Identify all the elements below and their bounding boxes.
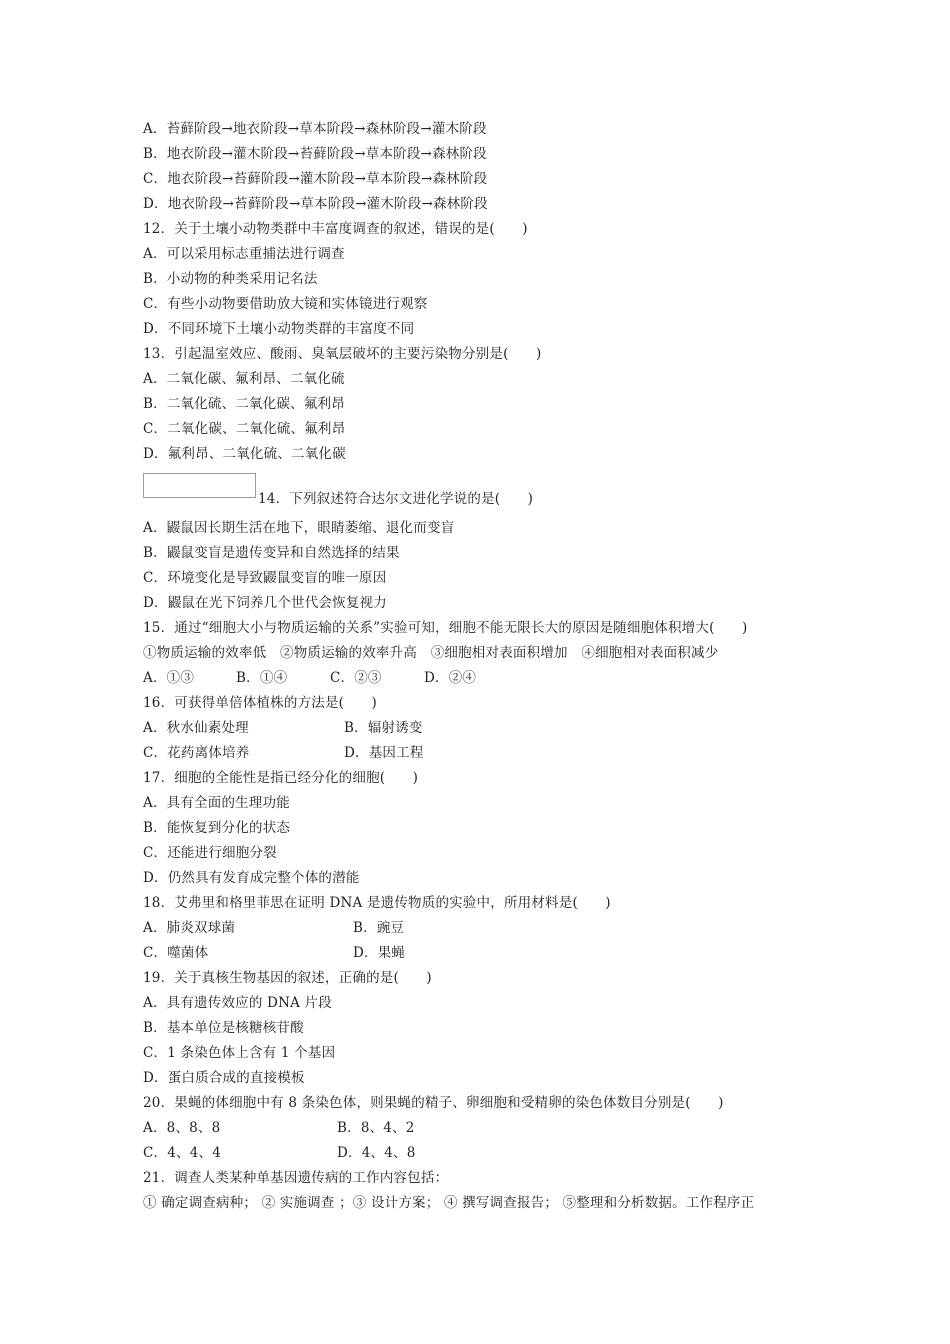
q12-option-c: C．有些小动物要借助放大镜和实体镜进行观察: [143, 296, 428, 312]
q20-option-d: D．4、4、8: [337, 1145, 416, 1161]
q12-stem: 12．关于土壤小动物类群中丰富度调查的叙述，错误的是( ): [143, 221, 528, 237]
q19-stem: 19．关于真核生物基因的叙述，正确的是( ): [143, 970, 432, 986]
q12-option-d: D．不同环境下土壤小动物类群的丰富度不同: [143, 321, 415, 337]
q12-option-a: A．可以采用标志重捕法进行调查: [143, 246, 345, 262]
q16-option-a: A．秋水仙素处理: [143, 720, 249, 736]
q20-options-row-1: [143, 1116, 543, 1141]
q18-stem: 18．艾弗里和格里菲思在证明 DNA 是遗传物质的实验中，所用材料是( ): [143, 895, 611, 911]
q13-option-d: D．氟利昂、二氧化硫、二氧化碳: [143, 446, 346, 462]
q13-option-c: C．二氧化碳、二氧化硫、氟利昂: [143, 421, 346, 437]
q20-stem: 20．果蝇的体细胞中有 8 条染色体，则果蝇的精子、卵细胞和受精卵的染色体数目分别是( ): [143, 1095, 724, 1111]
q14-stem: 14．下列叙述符合达尔文进化学说的是( ): [258, 491, 534, 507]
q14-option-a: A．鼹鼠因长期生活在地下，眼睛萎缩、退化而变盲: [143, 520, 455, 536]
q17-option-b: B．能恢复到分化的状态: [143, 820, 291, 836]
q16-options-row-2: [143, 741, 543, 766]
q13-option-a: A．二氧化碳、氟利昂、二氧化硫: [143, 371, 345, 387]
q19-option-c: C．1 条染色体上含有 1 个基因: [143, 1045, 336, 1061]
q20-options-row-2: [143, 1141, 543, 1166]
q19-option-d: D．蛋白质合成的直接模板: [143, 1070, 305, 1086]
q11-option-c: C．地衣阶段→苔藓阶段→灌木阶段→草本阶段→森林阶段: [143, 171, 488, 187]
q14-option-d: D．鼹鼠在光下饲养几个世代会恢复视力: [143, 595, 387, 611]
q15-option-d: D．②④: [424, 670, 477, 686]
q19-option-a: A．具有遗传效应的 DNA 片段: [143, 995, 332, 1011]
q15-option-b: B．①④: [236, 670, 288, 686]
q21-stem: 21．调查人类某种单基因遗传病的工作内容包括：: [143, 1170, 449, 1186]
q16-option-b: B．辐射诱变: [344, 720, 423, 736]
q17-option-a: A．具有全面的生理功能: [143, 795, 290, 811]
q15-items: ①物质运输的效率低 ②物质运输的效率升高 ③细胞相对表面积增加 ④细胞相对表面积减少: [143, 645, 719, 661]
q11-option-b: B．地衣阶段→灌木阶段→苔藓阶段→草本阶段→森林阶段: [143, 146, 487, 162]
q15-option-c: C．②③: [330, 670, 382, 686]
q21-items: ① 确定调查病种； ② 实施调查 ；③ 设计方案； ④ 撰写调查报告； ⑤整理和分析数据。工作程序正: [143, 1195, 755, 1211]
q13-stem: 13．引起温室效应、酸雨、臭氧层破坏的主要污染物分别是( ): [143, 346, 542, 362]
blank-text-box[interactable]: [143, 473, 256, 498]
q16-option-d: D．基因工程: [344, 745, 424, 761]
q18-options-row-1: [143, 916, 543, 941]
q20-option-b: B．8、4、2: [337, 1120, 415, 1136]
q11-option-a: A．苔藓阶段→地衣阶段→草本阶段→森林阶段→灌木阶段: [143, 121, 487, 137]
q20-option-c: C．4、4、4: [143, 1145, 221, 1161]
q18-option-b: B．豌豆: [353, 920, 405, 936]
q14-option-c: C．环境变化是导致鼹鼠变盲的唯一原因: [143, 570, 387, 586]
q17-option-c: C．还能进行细胞分裂: [143, 845, 277, 861]
q13-option-b: B．二氧化硫、二氧化碳、氟利昂: [143, 396, 345, 412]
q15-stem: 15．通过“细胞大小与物质运输的关系”实验可知，细胞不能无限长大的原因是随细胞体积增大( ): [143, 620, 748, 636]
q20-option-a: A．8、8、8: [143, 1120, 221, 1136]
q12-option-b: B．小动物的种类采用记名法: [143, 271, 318, 287]
q18-options-row-2: [143, 941, 543, 966]
q18-option-a: A．肺炎双球菌: [143, 920, 236, 936]
q18-option-c: C．噬菌体: [143, 945, 209, 961]
q19-option-b: B．基本单位是核糖核苷酸: [143, 1020, 304, 1036]
q17-stem: 17．细胞的全能性是指已经分化的细胞( ): [143, 770, 419, 786]
q15-option-a: A．①③: [143, 670, 195, 686]
q11-option-d: D．地衣阶段→苔藓阶段→草本阶段→灌木阶段→森林阶段: [143, 196, 488, 212]
q17-option-d: D．仍然具有发育成完整个体的潜能: [143, 870, 360, 886]
q18-option-d: D．果蝇: [353, 945, 406, 961]
q15-options-row: [143, 666, 503, 691]
q16-stem: 16．可获得单倍体植株的方法是( ): [143, 695, 378, 711]
q14-option-b: B．鼹鼠变盲是遗传变异和自然选择的结果: [143, 545, 400, 561]
q16-options-row-1: [143, 716, 543, 741]
q16-option-c: C．花药离体培养: [143, 745, 250, 761]
